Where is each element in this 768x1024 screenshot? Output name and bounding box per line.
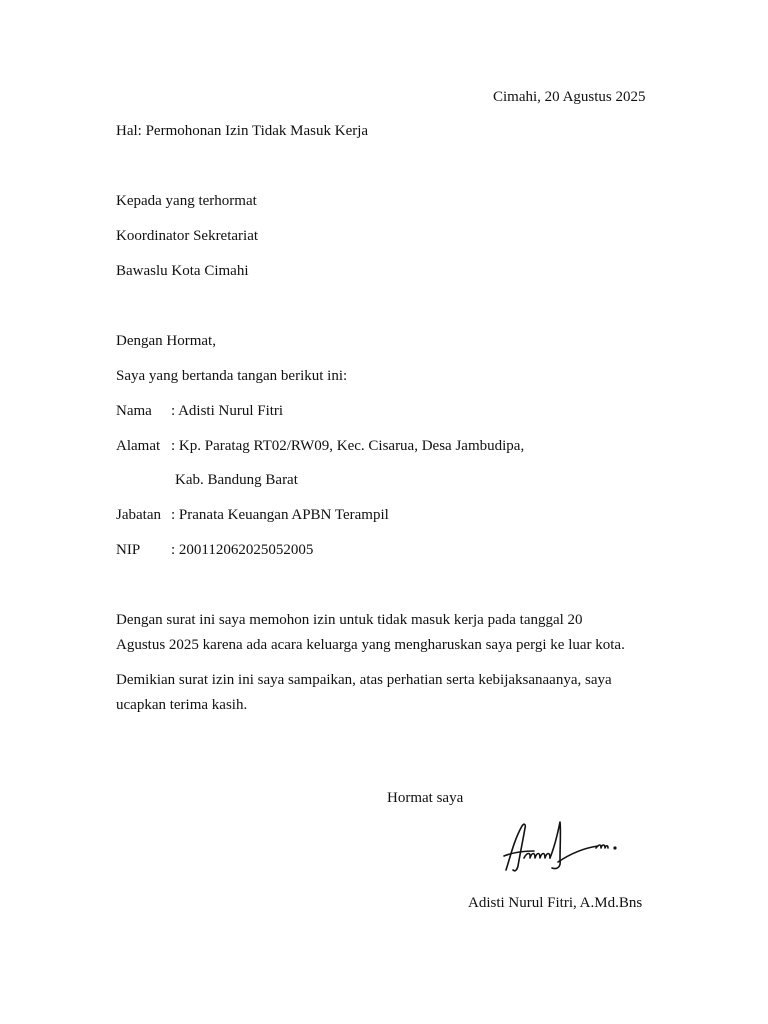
place-date: Cimahi, 20 Agustus 2025 xyxy=(493,89,646,105)
recipient-line-2: Koordinator Sekretariat xyxy=(116,228,259,244)
nip-value: : 200112062025052005 xyxy=(171,542,314,558)
salutation: Dengan Hormat, xyxy=(116,333,216,349)
body-paragraph-1-line-2: Agustus 2025 karena ada acara keluarga yang mengharuskan saya pergi ke luar kota. xyxy=(116,637,625,653)
address-value: : Kp. Paratag RT02/RW09, Kec. Cisarua, Desa Jambudipa, xyxy=(171,438,525,454)
recipient-line-1: Kepada yang terhormat xyxy=(116,193,257,209)
letter-subject: Hal: Permohonan Izin Tidak Masuk Kerja xyxy=(116,123,369,139)
position-value: : Pranata Keuangan APBN Terampil xyxy=(171,507,389,523)
body-paragraph-2-line-1: Demikian surat izin ini saya sampaikan, atas perhatian serta kebijaksanaanya, saya xyxy=(116,672,612,688)
intro-text: Saya yang bertanda tangan berikut ini: xyxy=(116,368,348,384)
body-paragraph-1-line-1: Dengan surat ini saya memohon izin untuk tidak masuk kerja pada tanggal 20 xyxy=(116,612,583,628)
body-paragraph-2-line-2: ucapkan terima kasih. xyxy=(116,697,248,713)
closing: Hormat saya xyxy=(387,790,464,806)
nip-label: NIP xyxy=(116,542,141,558)
name-value: : Adisti Nurul Fitri xyxy=(171,403,284,419)
address-label: Alamat xyxy=(116,438,161,454)
address-value-continued: Kab. Bandung Barat xyxy=(175,472,298,488)
signatory-name: Adisti Nurul Fitri, A.Md.Bns xyxy=(468,895,643,911)
recipient-line-3: Bawaslu Kota Cimahi xyxy=(116,263,249,279)
handwritten-signature xyxy=(500,818,622,878)
name-label: Nama xyxy=(116,403,152,419)
position-label: Jabatan xyxy=(116,507,161,523)
